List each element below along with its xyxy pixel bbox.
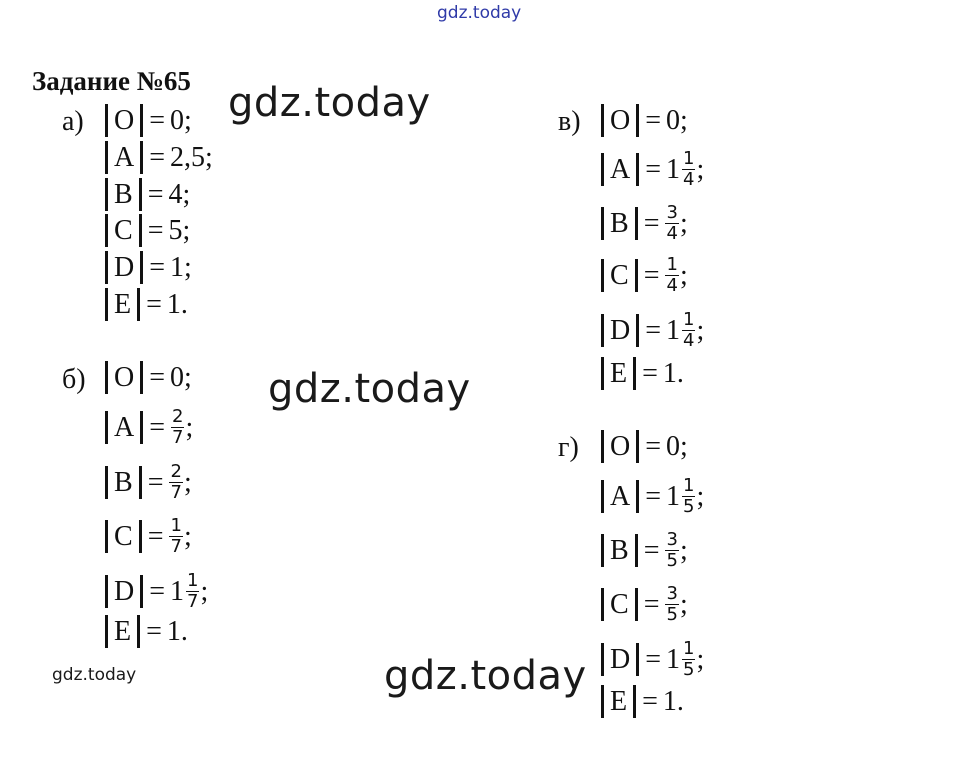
point-name: O xyxy=(610,430,631,462)
abs-bar-left xyxy=(601,259,604,292)
abs-bar-left xyxy=(105,251,108,284)
abs-bar-left xyxy=(105,575,108,608)
equals-sign: = xyxy=(149,411,166,443)
equals-sign: = xyxy=(149,251,166,283)
abs-bar-right xyxy=(635,259,638,292)
abs-bar-right xyxy=(636,104,639,137)
fraction xyxy=(682,310,695,351)
numerator: 1 xyxy=(683,475,695,496)
value: 4 xyxy=(168,178,183,210)
abs-bar-left xyxy=(105,411,108,444)
whole-part: 1 xyxy=(666,643,681,675)
abs-bar-right xyxy=(140,411,143,444)
value: 0 xyxy=(170,361,185,393)
fraction xyxy=(665,203,678,244)
denominator: 5 xyxy=(683,496,695,517)
equation-line xyxy=(105,251,192,284)
abs-bar-right xyxy=(139,214,142,247)
abs-bar-left xyxy=(105,178,108,211)
label-g: г) xyxy=(558,432,579,463)
abs-bar-right xyxy=(140,361,143,394)
abs-bar-right xyxy=(139,178,142,211)
equation-line xyxy=(601,357,684,390)
point-name: O xyxy=(114,361,135,393)
whole-part: 1 xyxy=(666,480,681,512)
value: 1 xyxy=(662,685,677,717)
abs-bar-right xyxy=(137,615,140,648)
watermark-small: gdz.today xyxy=(52,665,137,685)
equation-line xyxy=(105,104,192,137)
abs-bar-left xyxy=(105,288,108,321)
terminator: ; xyxy=(182,178,191,210)
equation-line xyxy=(105,141,213,174)
abs-bar-left xyxy=(105,141,108,174)
denominator: 4 xyxy=(683,169,695,190)
terminator: ; xyxy=(680,430,688,462)
watermark-large: gdz.today xyxy=(228,80,431,126)
abs-bar-right xyxy=(633,357,636,390)
terminator: ; xyxy=(185,411,194,443)
point-name: O xyxy=(114,104,135,136)
terminator: ; xyxy=(184,251,192,283)
point-name: C xyxy=(114,214,133,246)
numerator: 1 xyxy=(683,638,695,659)
value: 0 xyxy=(666,430,681,462)
abs-bar-left xyxy=(601,685,604,718)
abs-bar-left xyxy=(601,534,604,567)
equals-sign: = xyxy=(146,615,162,647)
terminator: ; xyxy=(696,153,705,185)
point-name: C xyxy=(114,520,133,552)
point-name: A xyxy=(610,480,631,512)
abs-bar-right xyxy=(636,430,639,463)
point-name: E xyxy=(610,685,628,717)
terminator: ; xyxy=(205,141,213,173)
equation-line xyxy=(601,310,704,351)
equation-line xyxy=(105,361,192,394)
abs-bar-right xyxy=(636,153,639,186)
watermark-large: gdz.today xyxy=(268,366,471,412)
watermark-large: gdz.today xyxy=(384,653,587,699)
equation-line xyxy=(601,149,704,190)
equation-line xyxy=(601,476,704,517)
denominator: 5 xyxy=(666,604,678,625)
equation-line xyxy=(105,571,208,612)
fraction xyxy=(186,571,199,612)
abs-bar-left xyxy=(601,357,604,390)
equals-sign: = xyxy=(149,141,166,173)
abs-bar-right xyxy=(140,251,143,284)
abs-bar-right xyxy=(139,466,142,499)
value: 2,5 xyxy=(170,141,206,173)
point-name: D xyxy=(610,314,631,346)
abs-bar-right xyxy=(140,104,143,137)
equation-line xyxy=(601,430,688,463)
abs-bar-left xyxy=(105,214,108,247)
point-name: D xyxy=(114,251,135,283)
abs-bar-right xyxy=(140,141,143,174)
equation-line xyxy=(105,615,188,648)
point-name: O xyxy=(610,104,631,136)
terminator: ; xyxy=(696,480,705,512)
value: 1 xyxy=(662,357,677,389)
abs-bar-left xyxy=(601,480,604,513)
value: 0 xyxy=(666,104,681,136)
abs-bar-right xyxy=(137,288,140,321)
equals-sign: = xyxy=(643,588,660,620)
equation-line xyxy=(601,530,688,571)
point-name: E xyxy=(610,357,628,389)
point-name: C xyxy=(610,259,629,291)
point-name: B xyxy=(114,466,133,498)
equation-line xyxy=(601,639,704,680)
terminator: . xyxy=(180,288,188,320)
terminator: ; xyxy=(679,207,688,239)
numerator: 1 xyxy=(187,570,199,591)
abs-bar-right xyxy=(635,588,638,621)
denominator: 4 xyxy=(666,275,678,296)
equals-sign: = xyxy=(645,104,662,136)
denominator: 7 xyxy=(170,482,182,503)
numerator: 2 xyxy=(172,406,184,427)
denominator: 7 xyxy=(187,591,199,612)
terminator: ; xyxy=(184,361,192,393)
fraction xyxy=(665,584,678,625)
equation-line xyxy=(105,178,190,211)
abs-bar-left xyxy=(601,643,604,676)
terminator: ; xyxy=(696,314,705,346)
terminator: ; xyxy=(679,588,688,620)
equals-sign: = xyxy=(645,480,662,512)
terminator: ; xyxy=(183,520,192,552)
point-name: C xyxy=(610,588,629,620)
terminator: ; xyxy=(182,214,191,246)
equation-line xyxy=(105,516,192,557)
equals-sign: = xyxy=(147,520,164,552)
equals-sign: = xyxy=(642,357,658,389)
terminator: ; xyxy=(696,643,705,675)
equals-sign: = xyxy=(643,259,660,291)
numerator: 1 xyxy=(170,515,182,536)
numerator: 1 xyxy=(666,254,678,275)
label-b: б) xyxy=(62,364,86,395)
value: 0 xyxy=(170,104,185,136)
point-name: E xyxy=(114,288,132,320)
denominator: 5 xyxy=(666,550,678,571)
abs-bar-left xyxy=(601,588,604,621)
terminator: . xyxy=(676,685,684,717)
equals-sign: = xyxy=(149,104,166,136)
fraction xyxy=(682,149,695,190)
abs-bar-left xyxy=(105,520,108,553)
point-name: B xyxy=(610,207,629,239)
denominator: 7 xyxy=(172,427,184,448)
whole-part: 1 xyxy=(666,153,681,185)
abs-bar-left xyxy=(105,361,108,394)
point-name: A xyxy=(610,153,631,185)
fraction xyxy=(169,462,182,503)
equation-line xyxy=(105,214,190,247)
equals-sign: = xyxy=(147,178,164,210)
terminator: . xyxy=(676,357,684,389)
fraction xyxy=(682,476,695,517)
equals-sign: = xyxy=(149,361,166,393)
fraction xyxy=(171,407,184,448)
whole-part: 1 xyxy=(170,575,185,607)
numerator: 2 xyxy=(170,461,182,482)
abs-bar-right xyxy=(633,685,636,718)
terminator: . xyxy=(180,615,188,647)
abs-bar-left xyxy=(105,466,108,499)
equals-sign: = xyxy=(643,534,660,566)
point-name: A xyxy=(114,411,135,443)
equals-sign: = xyxy=(642,685,658,717)
value: 5 xyxy=(168,214,183,246)
equation-line xyxy=(601,203,688,244)
equals-sign: = xyxy=(147,214,164,246)
terminator: ; xyxy=(184,104,192,136)
equation-line xyxy=(601,255,688,296)
denominator: 7 xyxy=(170,536,182,557)
abs-bar-left xyxy=(105,104,108,137)
equals-sign: = xyxy=(643,207,660,239)
terminator: ; xyxy=(679,534,688,566)
watermark-top: gdz.today xyxy=(437,3,522,23)
equals-sign: = xyxy=(147,466,164,498)
denominator: 4 xyxy=(683,330,695,351)
whole-part: 1 xyxy=(666,314,681,346)
point-name: A xyxy=(114,141,135,173)
numerator: 1 xyxy=(683,309,695,330)
task-title: Задание №65 xyxy=(32,66,191,96)
fraction xyxy=(682,639,695,680)
equation-line xyxy=(105,407,193,448)
numerator: 3 xyxy=(666,202,678,223)
terminator: ; xyxy=(679,259,688,291)
equals-sign: = xyxy=(146,288,162,320)
denominator: 5 xyxy=(683,659,695,680)
abs-bar-left xyxy=(601,104,604,137)
equals-sign: = xyxy=(645,153,662,185)
abs-bar-left xyxy=(105,615,108,648)
terminator: ; xyxy=(183,466,192,498)
equation-line xyxy=(601,685,684,718)
equals-sign: = xyxy=(645,314,662,346)
terminator: ; xyxy=(680,104,688,136)
label-v: в) xyxy=(558,106,581,137)
equation-line xyxy=(105,462,192,503)
abs-bar-left xyxy=(601,153,604,186)
equals-sign: = xyxy=(645,430,662,462)
abs-bar-right xyxy=(635,207,638,240)
value: 1 xyxy=(166,615,181,647)
terminator: ; xyxy=(200,575,209,607)
abs-bar-right xyxy=(636,480,639,513)
fraction xyxy=(665,530,678,571)
equation-line xyxy=(601,584,688,625)
abs-bar-right xyxy=(140,575,143,608)
numerator: 1 xyxy=(683,148,695,169)
abs-bar-left xyxy=(601,430,604,463)
equals-sign: = xyxy=(149,575,166,607)
abs-bar-left xyxy=(601,207,604,240)
abs-bar-right xyxy=(635,534,638,567)
numerator: 3 xyxy=(666,583,678,604)
abs-bar-right xyxy=(636,643,639,676)
point-name: B xyxy=(114,178,133,210)
abs-bar-right xyxy=(636,314,639,347)
label-a: а) xyxy=(62,106,84,137)
point-name: D xyxy=(610,643,631,675)
equals-sign: = xyxy=(645,643,662,675)
point-name: B xyxy=(610,534,629,566)
point-name: D xyxy=(114,575,135,607)
denominator: 4 xyxy=(666,223,678,244)
value: 1 xyxy=(170,251,185,283)
numerator: 3 xyxy=(666,529,678,550)
equation-line xyxy=(601,104,688,137)
value: 1 xyxy=(166,288,181,320)
fraction xyxy=(169,516,182,557)
equation-line xyxy=(105,288,188,321)
abs-bar-left xyxy=(601,314,604,347)
abs-bar-right xyxy=(139,520,142,553)
point-name: E xyxy=(114,615,132,647)
fraction xyxy=(665,255,678,296)
